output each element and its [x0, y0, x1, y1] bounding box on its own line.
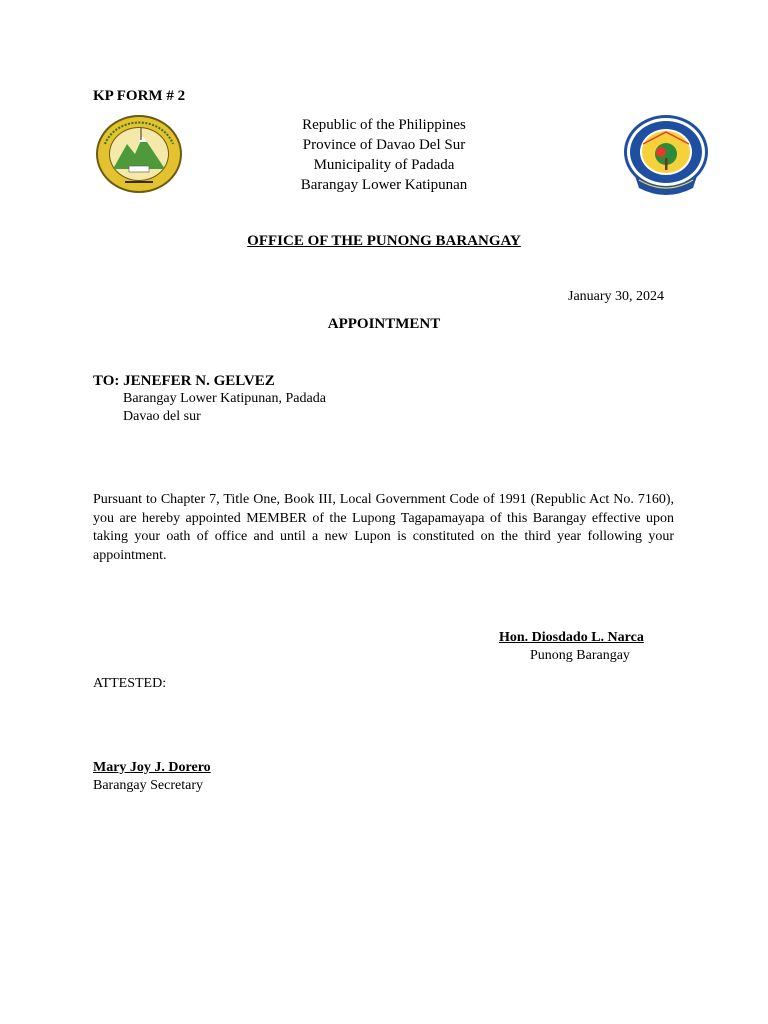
appointment-body: Pursuant to Chapter 7, Title One, Book III, Local Government Code of 1991 (Republic Act No. 7160), you are hereby appointed MEMBER of the Lupong Tagapamayapa of this Barangay effective upon taking your oath of office and until a new Lupon is constituted on the third year following your appointment.: [93, 492, 674, 563]
header-line-province: Province of Davao Del Sur: [302, 137, 466, 153]
secretary-position: Barangay Secretary: [93, 778, 203, 793]
header-line-barangay: Barangay Lower Katipunan: [300, 177, 468, 193]
signatory-name: Hon. Diosdado L. Narca: [499, 630, 644, 645]
attested-label: ATTESTED:: [93, 676, 167, 691]
municipal-seal-icon: [621, 114, 711, 196]
form-number: KP FORM # 2: [93, 88, 186, 104]
recipient-address-line1: Barangay Lower Katipunan, Padada: [123, 391, 326, 406]
secretary-name: Mary Joy J. Dorero: [93, 760, 211, 775]
document-date: January 30, 2024: [568, 289, 665, 304]
recipient-address-line2: Davao del sur: [123, 409, 201, 424]
recipient-line: TO: JENEFER N. GELVEZ: [93, 373, 275, 389]
document-header: [240, 115, 528, 195]
header-line-municipality: Municipality of Padada: [313, 157, 455, 173]
document-title: APPOINTMENT: [327, 316, 441, 332]
header-line-country: Republic of the Philippines: [302, 117, 466, 133]
signatory-position: Punong Barangay: [530, 648, 630, 663]
office-title: OFFICE OF THE PUNONG BARANGAY: [247, 233, 521, 249]
barangay-seal-icon: [95, 114, 183, 194]
